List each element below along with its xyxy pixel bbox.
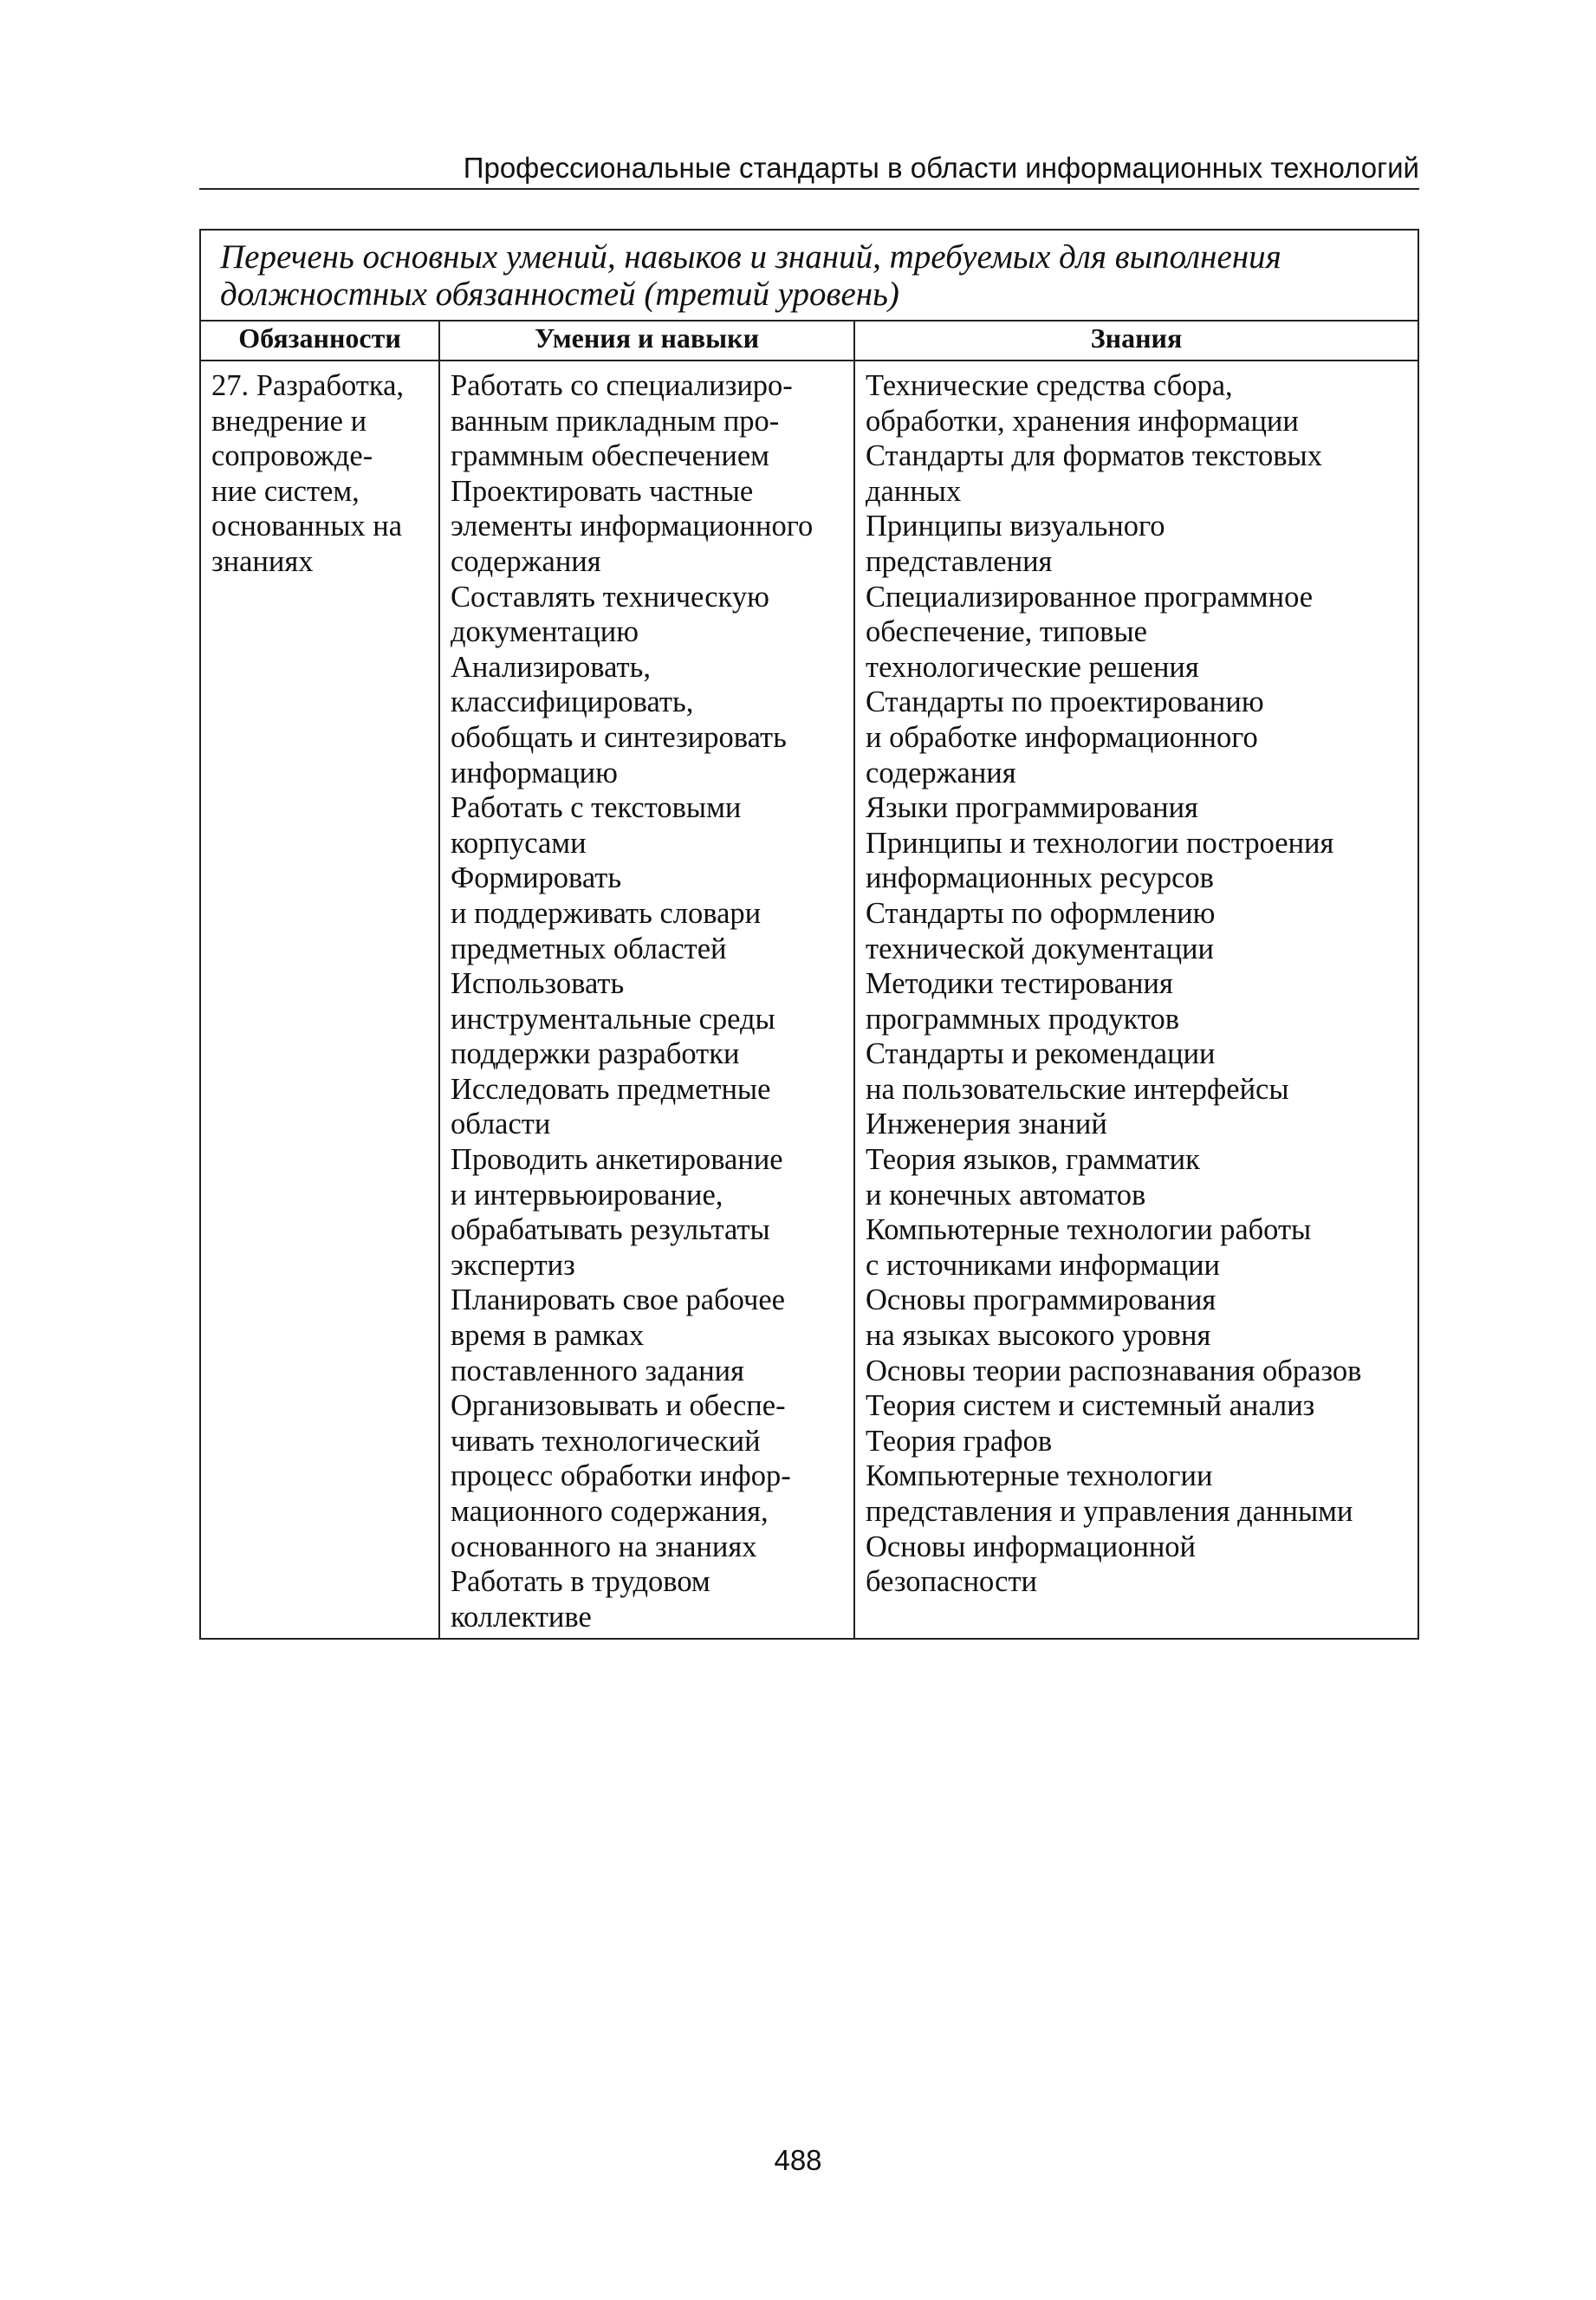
- page-number: 488: [774, 2144, 822, 2176]
- skills-cell: [439, 361, 854, 1639]
- cell-line: Исследовать предметные: [451, 1072, 771, 1106]
- cell-line: на языках высокого уровня: [866, 1319, 1211, 1353]
- cell-line: Языки программирования: [866, 791, 1198, 825]
- cell-line: Формировать: [451, 861, 622, 895]
- cell-line: сопровожде-: [211, 439, 373, 473]
- cell-line: Инженерия знаний: [866, 1108, 1107, 1141]
- cell-line: обеспечение, типовые: [866, 615, 1147, 649]
- cell-line: Стандарты и рекомендации: [866, 1037, 1216, 1071]
- cell-line: Основы программирования: [866, 1283, 1216, 1317]
- cell-line: Работать со специализиро-: [451, 369, 793, 402]
- cell-line: Принципы визуального: [866, 510, 1165, 543]
- cell-line: элементы информационного: [451, 510, 814, 543]
- header-rule: [199, 188, 1419, 190]
- cell-line: и поддерживать словари: [451, 896, 762, 930]
- cell-line: Проводить анкетирование: [451, 1143, 783, 1177]
- cell-line: Компьютерные технологии работы: [866, 1213, 1312, 1247]
- cell-line: представления и управления данными: [866, 1495, 1353, 1528]
- table-row: [200, 361, 1418, 1639]
- cell-line: классифицировать,: [451, 685, 694, 719]
- cell-line: процесс обработки инфор-: [451, 1459, 791, 1493]
- cell-line: Технические средства сбора,: [866, 369, 1233, 402]
- cell-line: технической документации: [866, 932, 1214, 965]
- cell-line: и обработке информационного: [866, 720, 1258, 754]
- cell-line: документацию: [451, 615, 639, 649]
- cell-line: Работать в трудовом: [451, 1565, 710, 1599]
- cell-line: Организовывать и обеспе-: [451, 1389, 786, 1423]
- cell-line: на пользовательские интерфейсы: [866, 1072, 1289, 1106]
- cell-line: Анализировать,: [451, 650, 651, 684]
- cell-line: 27. Разработка,: [211, 369, 405, 402]
- cell-line: экспертиз: [451, 1248, 575, 1282]
- cell-line: поддержки разработки: [451, 1037, 740, 1071]
- cell-line: ванным прикладным про-: [451, 404, 780, 438]
- cell-line: граммным обеспечением: [451, 439, 769, 473]
- cell-line: с источниками информации: [866, 1248, 1220, 1282]
- cell-line: Проектировать частные: [451, 474, 754, 508]
- column-header-knowledge: Знания: [854, 321, 1418, 361]
- cell-line: Принципы и технологии построения: [866, 826, 1334, 860]
- caption-line: должностных обязанностей (третий уровень): [220, 276, 899, 313]
- cell-line: информационных ресурсов: [866, 861, 1214, 895]
- cell-line: обобщать и синтезировать: [451, 720, 787, 754]
- cell-line: Использовать: [451, 967, 625, 1001]
- cell-line: информацию: [451, 756, 618, 789]
- cell-line: коллективе: [451, 1600, 592, 1634]
- cell-line: Основы информационной: [866, 1530, 1197, 1563]
- cell-line: обрабатывать результаты: [451, 1213, 770, 1247]
- running-header: Профессиональные стандарты в области информационных технологий: [463, 152, 1419, 184]
- cell-line: данных: [866, 474, 962, 508]
- cell-line: технологические решения: [866, 650, 1199, 684]
- cell-line: Стандарты по проектированию: [866, 685, 1264, 719]
- cell-line: основанных на: [211, 510, 403, 543]
- column-header-skills: Умения и навыки: [439, 321, 854, 361]
- cell-line: Теория графов: [866, 1424, 1053, 1458]
- duties-cell: [200, 361, 439, 1639]
- cell-line: программных продуктов: [866, 1002, 1180, 1036]
- cell-line: содержания: [866, 756, 1016, 789]
- cell-line: Теория языков, грамматик: [866, 1143, 1200, 1177]
- cell-line: Компьютерные технологии: [866, 1459, 1213, 1493]
- cell-line: обработки, хранения информации: [866, 404, 1299, 438]
- cell-line: Планировать свое рабочее: [451, 1283, 785, 1317]
- cell-line: области: [451, 1108, 551, 1141]
- duties-table: [199, 229, 1419, 1640]
- column-header-duties: Обязанности: [200, 321, 439, 361]
- cell-line: представления: [866, 544, 1053, 578]
- knowledge-cell: [854, 361, 1418, 1639]
- cell-line: Основы теории распознавания образов: [866, 1354, 1362, 1387]
- cell-line: корпусами: [451, 826, 587, 860]
- table-caption: [200, 230, 1418, 321]
- cell-line: безопасности: [866, 1565, 1038, 1599]
- cell-line: содержания: [451, 544, 601, 578]
- cell-line: Стандарты по оформлению: [866, 896, 1216, 930]
- cell-line: Специализированное программное: [866, 580, 1314, 614]
- cell-line: и конечных автоматов: [866, 1178, 1146, 1212]
- cell-line: предметных областей: [451, 932, 727, 965]
- cell-line: и интервьюирование,: [451, 1178, 723, 1212]
- cell-line: внедрение и: [211, 404, 367, 438]
- cell-line: Работать с текстовыми: [451, 791, 742, 825]
- caption-line: Перечень основных умений, навыков и знаний, требуемых для выполнения: [220, 238, 1281, 276]
- cell-line: инструментальные среды: [451, 1002, 775, 1036]
- cell-line: Методики тестирования: [866, 967, 1173, 1001]
- cell-line: Стандарты для форматов текстовых: [866, 439, 1322, 473]
- cell-line: знаниях: [211, 544, 314, 578]
- cell-line: мационного содержания,: [451, 1495, 769, 1528]
- cell-line: чивать технологический: [451, 1424, 761, 1458]
- cell-line: Составлять техническую: [451, 580, 769, 614]
- cell-line: основанного на знаниях: [451, 1530, 757, 1563]
- cell-line: Теория систем и системный анализ: [866, 1389, 1315, 1423]
- cell-line: время в рамках: [451, 1319, 645, 1353]
- cell-line: ние систем,: [211, 474, 360, 508]
- cell-line: поставленного задания: [451, 1354, 745, 1387]
